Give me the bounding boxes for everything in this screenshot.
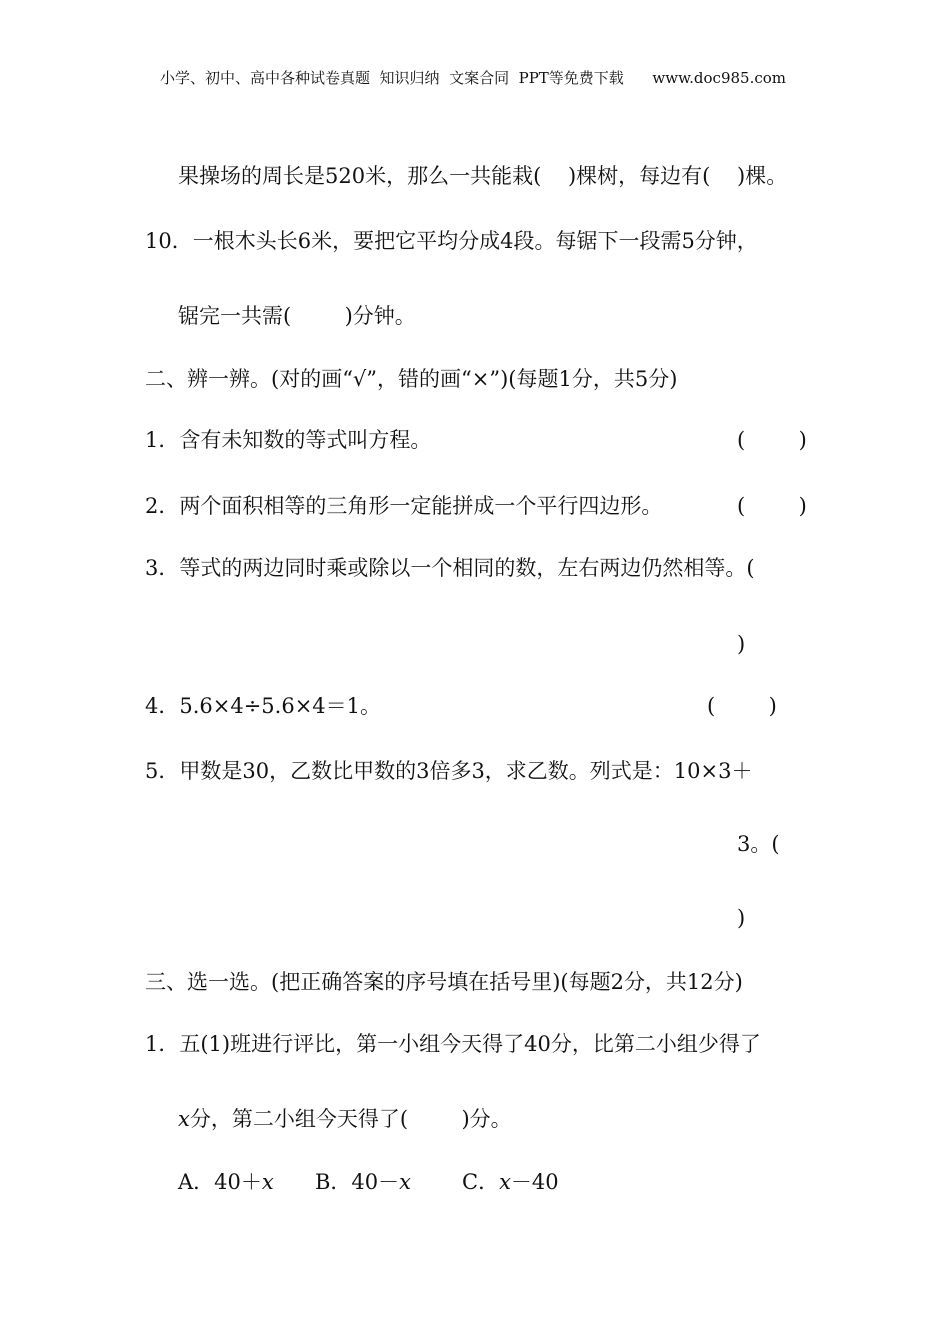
- judge-item-1: 1．含有未知数的等式叫方程。: [145, 428, 432, 452]
- option-b[interactable]: [315, 1168, 411, 1196]
- judge-item-5-continuation: 3。(: [737, 832, 780, 856]
- question-10-line-1: 10．一根木头长6米，要把它平均分成4段。每锯下一段需5分钟，: [145, 229, 758, 253]
- option-b-variable: x: [399, 1170, 411, 1194]
- variable-x: x: [178, 1107, 190, 1131]
- judge-item-3: 3．等式的两边同时乘或除以一个相同的数，左右两边仍然相等。(: [145, 556, 755, 580]
- judge-item-5-answer-bracket[interactable]: ): [737, 906, 746, 930]
- option-c-suffix: －40: [510, 1170, 559, 1194]
- judge-item-1-answer-bracket[interactable]: ( ): [737, 428, 807, 452]
- option-b-label: B．40－: [315, 1170, 400, 1194]
- option-c-label: C．: [462, 1170, 500, 1194]
- judge-item-3-answer-bracket[interactable]: ): [737, 632, 746, 656]
- section-2-heading: 二、辨一辨。(对的画“√”，错的画“×”)(每题1分，共5分): [145, 367, 678, 391]
- judge-item-4-answer-bracket[interactable]: ( ): [707, 694, 777, 718]
- option-a-label: A．40＋: [178, 1170, 262, 1194]
- choice-question-1-line-2-text: 分，第二小组今天得了( )分。: [189, 1107, 512, 1131]
- judge-item-2: 2．两个面积相等的三角形一定能拼成一个平行四边形。: [145, 494, 663, 518]
- question-10-line-2: 锯完一共需( )分钟。: [178, 304, 416, 328]
- option-a[interactable]: [178, 1168, 274, 1196]
- option-c-variable: x: [499, 1170, 511, 1194]
- judge-item-4: 4．5.6×4÷5.6×4＝1。: [145, 694, 382, 718]
- question-9-continuation: 果操场的周长是520米，那么一共能栽( )棵树，每边有( )棵。: [178, 164, 788, 188]
- option-a-variable: x: [261, 1170, 274, 1194]
- choice-question-1-line-1: 1．五(1)班进行评比，第一小组今天得了40分，比第二小组少得了: [145, 1032, 761, 1056]
- judge-item-5: 5．甲数是30，乙数比甲数的3倍多3，求乙数。列式是：10×3＋: [145, 759, 753, 783]
- judge-item-2-answer-bracket[interactable]: ( ): [737, 494, 807, 518]
- option-c[interactable]: [462, 1168, 559, 1196]
- choice-question-1-line-2: [178, 1105, 512, 1133]
- section-3-heading: 三、选一选。(把正确答案的序号填在括号里)(每题2分，共12分): [145, 970, 743, 994]
- page-header: 小学、初中、高中各种试卷真题 知识归纳 文案合同 PPT等免费下载 www.doc985.com: [160, 69, 787, 87]
